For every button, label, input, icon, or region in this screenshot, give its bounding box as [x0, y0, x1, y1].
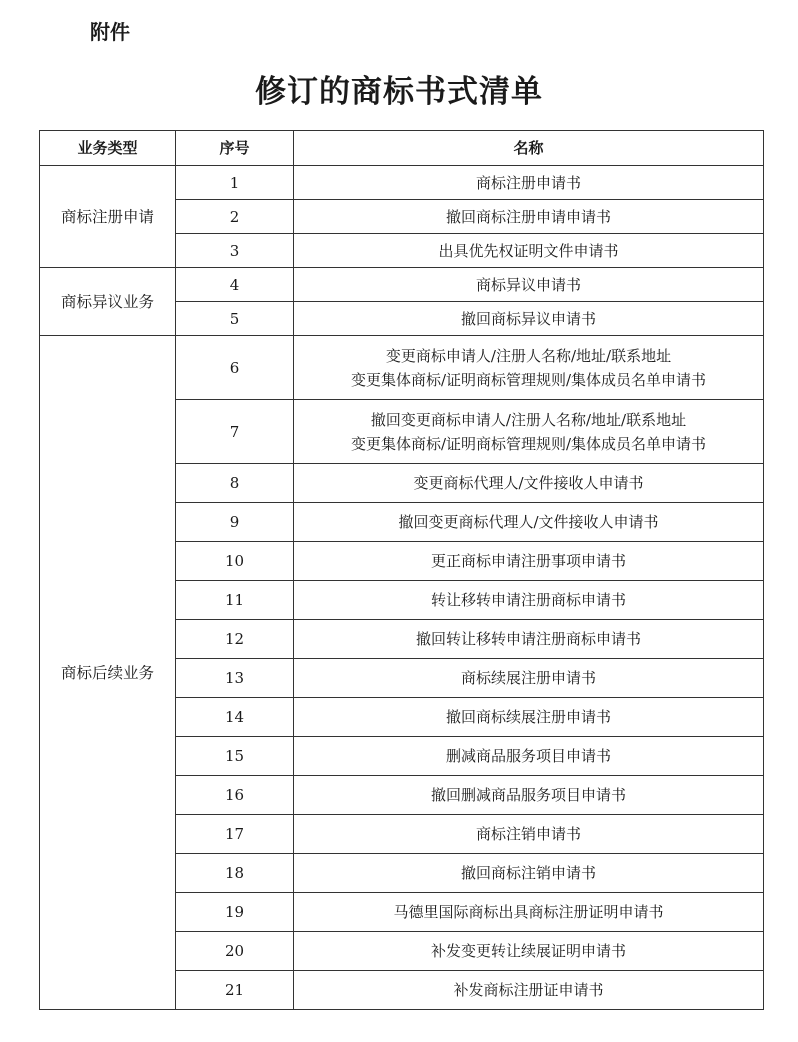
- number-cell: 14: [176, 698, 294, 737]
- table-row: [40, 268, 764, 302]
- number-cell: 4: [176, 268, 294, 302]
- table-row: [40, 166, 764, 200]
- form-name-cell: 补发变更转让续展证明申请书: [294, 932, 764, 971]
- number-cell: 11: [176, 581, 294, 620]
- form-name-cell: 商标注册申请书: [294, 166, 764, 200]
- business-type-cell: 商标异议业务: [40, 268, 176, 336]
- form-name-cell: 补发商标注册证申请书: [294, 971, 764, 1010]
- number-cell: 19: [176, 893, 294, 932]
- form-name-cell: 删减商品服务项目申请书: [294, 737, 764, 776]
- form-name-cell: 撤回变更商标代理人/文件接收人申请书: [294, 503, 764, 542]
- number-cell: 5: [176, 302, 294, 336]
- number-cell: 7: [176, 400, 294, 464]
- table-row: [40, 336, 764, 400]
- number-cell: 9: [176, 503, 294, 542]
- number-cell: 10: [176, 542, 294, 581]
- column-header-business-type: 业务类型: [40, 131, 176, 166]
- form-name-line: 变更集体商标/证明商标管理规则/集体成员名单申请书: [350, 370, 707, 389]
- form-name-cell: 撤回商标注销申请书: [294, 854, 764, 893]
- form-name-cell: 商标续展注册申请书: [294, 659, 764, 698]
- business-type-cell: 商标后续业务: [40, 336, 176, 1010]
- page-title: 修订的商标书式清单: [255, 74, 543, 110]
- number-cell: 17: [176, 815, 294, 854]
- form-name-line: 变更商标申请人/注册人名称/地址/联系地址: [385, 346, 672, 365]
- number-cell: 6: [176, 336, 294, 400]
- form-name-cell: 转让移转申请注册商标申请书: [294, 581, 764, 620]
- form-name-cell: 撤回商标注册申请申请书: [294, 200, 764, 234]
- number-cell: 16: [176, 776, 294, 815]
- trademark-forms-table: [39, 130, 764, 1010]
- form-name-cell: 撤回商标异议申请书: [294, 302, 764, 336]
- form-name-line: 变更集体商标/证明商标管理规则/集体成员名单申请书: [350, 434, 707, 453]
- number-cell: 1: [176, 166, 294, 200]
- number-cell: 13: [176, 659, 294, 698]
- number-cell: 20: [176, 932, 294, 971]
- number-cell: 18: [176, 854, 294, 893]
- attachment-label: 附件: [90, 20, 130, 44]
- column-header-name: 名称: [294, 131, 764, 166]
- business-type-cell: 商标注册申请: [40, 166, 176, 268]
- form-name-cell: 撤回转让移转申请注册商标申请书: [294, 620, 764, 659]
- number-cell: 15: [176, 737, 294, 776]
- form-name-cell: 撤回删减商品服务项目申请书: [294, 776, 764, 815]
- form-name-cell: 出具优先权证明文件申请书: [294, 234, 764, 268]
- number-cell: 12: [176, 620, 294, 659]
- number-cell: 2: [176, 200, 294, 234]
- form-name-cell: 撤回商标续展注册申请书: [294, 698, 764, 737]
- column-header-number: 序号: [176, 131, 294, 166]
- form-name-cell: 更正商标申请注册事项申请书: [294, 542, 764, 581]
- number-cell: 21: [176, 971, 294, 1010]
- form-name-cell: 商标注销申请书: [294, 815, 764, 854]
- number-cell: 8: [176, 464, 294, 503]
- form-name-cell: 变更商标代理人/文件接收人申请书: [294, 464, 764, 503]
- form-name-cell: 马德里国际商标出具商标注册证明申请书: [294, 893, 764, 932]
- form-name-cell: [294, 400, 764, 464]
- form-name-line: 撤回变更商标申请人/注册人名称/地址/联系地址: [370, 410, 687, 429]
- form-name-cell: [294, 336, 764, 400]
- form-name-cell: 商标异议申请书: [294, 268, 764, 302]
- number-cell: 3: [176, 234, 294, 268]
